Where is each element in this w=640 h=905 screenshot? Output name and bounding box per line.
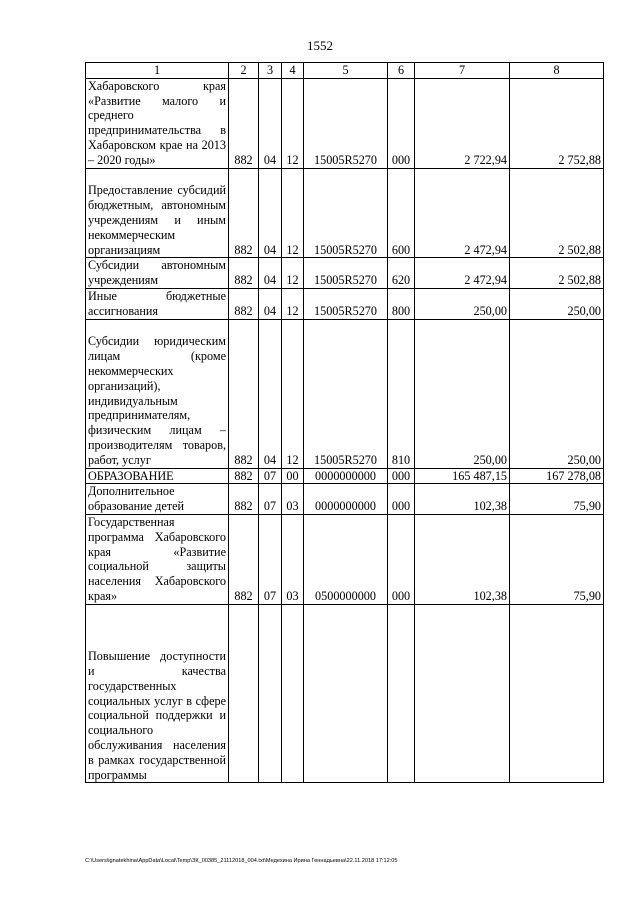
table-body	[86, 78, 604, 783]
file-path-footer: C:\Users\ignatekhina\AppData\Local\Temp\ЗК_00385_21112018_004.txt\Медехина Ирина Геннадьевна\22.11.2018 17:12:05	[85, 858, 398, 864]
cell-pr: 12	[282, 288, 304, 319]
budget-table	[85, 62, 604, 783]
cell-pr: 12	[282, 258, 304, 289]
col-header: 1	[86, 63, 229, 79]
row-name: Иные бюджетные ассигнования	[86, 288, 229, 319]
cell-sum-2020: 2 502,88	[510, 258, 604, 289]
table-row	[86, 78, 604, 168]
cell-rz: 07	[259, 468, 282, 484]
cell-vr: 620	[388, 258, 415, 289]
cell-csr: 15005R5270	[304, 168, 388, 258]
table-row	[86, 514, 604, 604]
cell-vr: 800	[388, 288, 415, 319]
cell-sum-2019: 2 722,94	[415, 78, 510, 168]
cell-sum-2020	[510, 604, 604, 783]
cell-rz: 04	[259, 319, 282, 468]
row-name: ОБРАЗОВАНИЕ	[86, 468, 229, 484]
cell-sum-2019: 165 487,15	[415, 468, 510, 484]
row-name: Субсидии юридическим лицам (кроме некоммерческих организаций), индивидуальным предпринимателям, физическим лицам – производителям товаров, работ, услуг	[86, 319, 229, 468]
page-number: 1552	[307, 38, 333, 53]
col-header: 6	[388, 63, 415, 79]
cell-sum-2019: 102,38	[415, 514, 510, 604]
col-header: 8	[510, 63, 604, 79]
cell-sum-2019	[415, 604, 510, 783]
cell-csr: 0000000000	[304, 468, 388, 484]
cell-csr: 15005R5270	[304, 258, 388, 289]
cell-pr: 12	[282, 319, 304, 468]
cell-vr: 600	[388, 168, 415, 258]
table-row	[86, 168, 604, 258]
table-row	[86, 604, 604, 783]
row-name: Государственная программа Хабаровского края «Развитие социальной защиты населения Хабаровского края»	[86, 514, 229, 604]
col-header: 4	[282, 63, 304, 79]
cell-csr: 15005R5270	[304, 319, 388, 468]
cell-vr: 000	[388, 484, 415, 515]
col-header: 2	[229, 63, 259, 79]
cell-sum-2020: 75,90	[510, 514, 604, 604]
cell-rz: 04	[259, 288, 282, 319]
cell-csr: 0000000000	[304, 484, 388, 515]
row-name: Повышение доступности и качества государственных социальных услуг в сфере социальной поддержки и социального обслуживания населения в рамках государственной программы	[86, 604, 229, 783]
cell-pr: 00	[282, 468, 304, 484]
cell-ved: 882	[229, 319, 259, 468]
cell-vr: 000	[388, 514, 415, 604]
cell-pr: 03	[282, 484, 304, 515]
cell-rz: 07	[259, 514, 282, 604]
row-name: Дополнительное образование детей	[86, 484, 229, 515]
row-name: Предоставление субсидий бюджетным, автономным учреждениям и иным некоммерческим организациям	[86, 168, 229, 258]
table-row	[86, 468, 604, 484]
cell-vr: 810	[388, 319, 415, 468]
cell-csr: 15005R5270	[304, 288, 388, 319]
col-header: 7	[415, 63, 510, 79]
table-row	[86, 319, 604, 468]
cell-ved: 882	[229, 168, 259, 258]
cell-rz	[259, 604, 282, 783]
col-header: 5	[304, 63, 388, 79]
cell-sum-2020: 167 278,08	[510, 468, 604, 484]
cell-sum-2020: 2 752,88	[510, 78, 604, 168]
table-row	[86, 288, 604, 319]
row-name: Хабаровского края «Развитие малого и среднего предпринимательства в Хабаровском крае на 2013 – 2020 годы»	[86, 78, 229, 168]
cell-ved: 882	[229, 258, 259, 289]
col-header: 3	[259, 63, 282, 79]
cell-sum-2020: 250,00	[510, 288, 604, 319]
cell-rz: 04	[259, 78, 282, 168]
cell-pr	[282, 604, 304, 783]
cell-ved: 882	[229, 288, 259, 319]
cell-pr: 03	[282, 514, 304, 604]
cell-ved: 882	[229, 78, 259, 168]
cell-sum-2019: 250,00	[415, 319, 510, 468]
cell-sum-2020: 75,90	[510, 484, 604, 515]
table-row	[86, 484, 604, 515]
cell-pr: 12	[282, 168, 304, 258]
cell-sum-2019: 250,00	[415, 288, 510, 319]
cell-vr: 000	[388, 468, 415, 484]
cell-ved: 882	[229, 484, 259, 515]
cell-vr	[388, 604, 415, 783]
cell-rz: 04	[259, 258, 282, 289]
cell-csr	[304, 604, 388, 783]
cell-sum-2019: 102,38	[415, 484, 510, 515]
cell-csr: 15005R5270	[304, 78, 388, 168]
cell-sum-2019: 2 472,94	[415, 168, 510, 258]
cell-sum-2020: 250,00	[510, 319, 604, 468]
cell-sum-2019: 2 472,94	[415, 258, 510, 289]
row-name: Субсидии автономным учреждениям	[86, 258, 229, 289]
cell-ved	[229, 604, 259, 783]
cell-ved: 882	[229, 514, 259, 604]
cell-rz: 04	[259, 168, 282, 258]
cell-vr: 000	[388, 78, 415, 168]
cell-rz: 07	[259, 484, 282, 515]
table-row	[86, 258, 604, 289]
cell-ved: 882	[229, 468, 259, 484]
header-row	[86, 63, 604, 79]
cell-sum-2020: 2 502,88	[510, 168, 604, 258]
cell-pr: 12	[282, 78, 304, 168]
cell-csr: 0500000000	[304, 514, 388, 604]
